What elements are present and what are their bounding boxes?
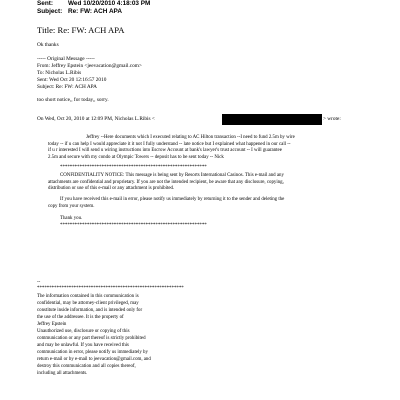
- original-subject: Subject: Re: FW: ACH APA: [37, 84, 97, 90]
- short-notice-text: too short notice,, for today,, sorry.: [37, 97, 109, 103]
- original-sent: Sent: Wed Oct 20 12:16:57 2010: [37, 77, 107, 83]
- error-notice-line-2: copy from your system.: [48, 203, 95, 209]
- original-from: From: Jeffrey Epstein <jeevacation@gmail.com>: [37, 63, 142, 69]
- quoted-line-4: 2.5m and secure with my condo at Olympic Towers -- deposit has to be sent today -- Nick: [48, 154, 224, 160]
- footer-line-12: including all attachments.: [37, 371, 88, 376]
- confidentiality-line-2: attachments are confidential and proprietary. If you are not the intended recipient, be aware that any disclosure, copying,: [48, 179, 284, 185]
- signature-dashes: --: [37, 280, 41, 285]
- thanks-text: Thank you.: [60, 216, 83, 221]
- subject-label: Subject:: [37, 8, 63, 15]
- footer-line-10: return e-mail or by e-mail to jeevacation@gmail.com, and: [37, 357, 151, 362]
- sent-value: Wed 10/20/2010 4:18:03 PM: [68, 0, 151, 7]
- stars-divider: ************************************************************: [60, 165, 207, 170]
- footer-line-8: and may be unlawful. If you have received this: [37, 343, 129, 348]
- quoted-line-3: if u r interested I will send u wiring instructions into Escrow Account at bank's lawyer's trust account -- I will guarantee: [48, 148, 282, 153]
- footer-line-11: destroy this communication and all copies thereof,: [37, 364, 136, 369]
- quoted-line-2: today -- if u can help I would appreciate it it not I fully understand -- late notice but I explained what happened in our call --: [48, 141, 291, 147]
- footer-line-4: the use of the addressee. It is the property of: [37, 315, 124, 320]
- subject-value: Re: FW: ACH APA: [68, 8, 122, 15]
- confidentiality-line-1: CONFIDENTIALITY NOTICE: This message is being sent by Resorts International Casinos. This e-mail and any: [60, 173, 284, 178]
- quoted-line-1: Jeffrey --Here documents which I executed relating to AC Hilton transaction --I need to fund 2.5m by wire: [86, 135, 295, 140]
- quote-intro-left: On Wed, Oct 20, 2010 at 12:09 PM, Nicholas L.Ribis <: [37, 116, 155, 122]
- original-to: To: Nicholas L.Ribis: [37, 70, 82, 76]
- original-divider: ----- Original Message -----: [37, 56, 95, 62]
- footer-line-7: communication or any part thereof is strictly prohibited: [37, 336, 146, 341]
- footer-line-6: Unauthorized use, disclosure or copying of this: [37, 329, 130, 334]
- footer-stars: ************************************************************: [37, 286, 184, 291]
- footer-line-3: constitute inside information, and is intended only for: [37, 308, 143, 313]
- sent-label: Sent:: [37, 0, 53, 7]
- quote-intro: [37, 117, 155, 122]
- footer-line-5: Jeffrey Epstein: [37, 322, 67, 327]
- footer-line-9: communication in error, please notify us immediately by: [37, 350, 148, 355]
- stars-divider-2: ************************************************************: [60, 223, 207, 228]
- reply-text: Ok thanks: [37, 42, 59, 48]
- footer-line-2: confidential, may be attorney-client privileged, may: [37, 301, 139, 306]
- quote-intro-right: > wrote:: [323, 116, 341, 122]
- confidentiality-line-3: distribution or use of this e-mail or any attachment is prohibited.: [48, 186, 175, 191]
- redaction-box: [222, 114, 322, 125]
- email-title: Title: Re: FW: ACH APA: [37, 25, 125, 35]
- error-notice-line-1: If you have received this e-mail in error, please notify us immediately by returning it to the sender and deleting the: [60, 197, 285, 202]
- footer-line-1: The information contained in this communication is: [37, 294, 139, 299]
